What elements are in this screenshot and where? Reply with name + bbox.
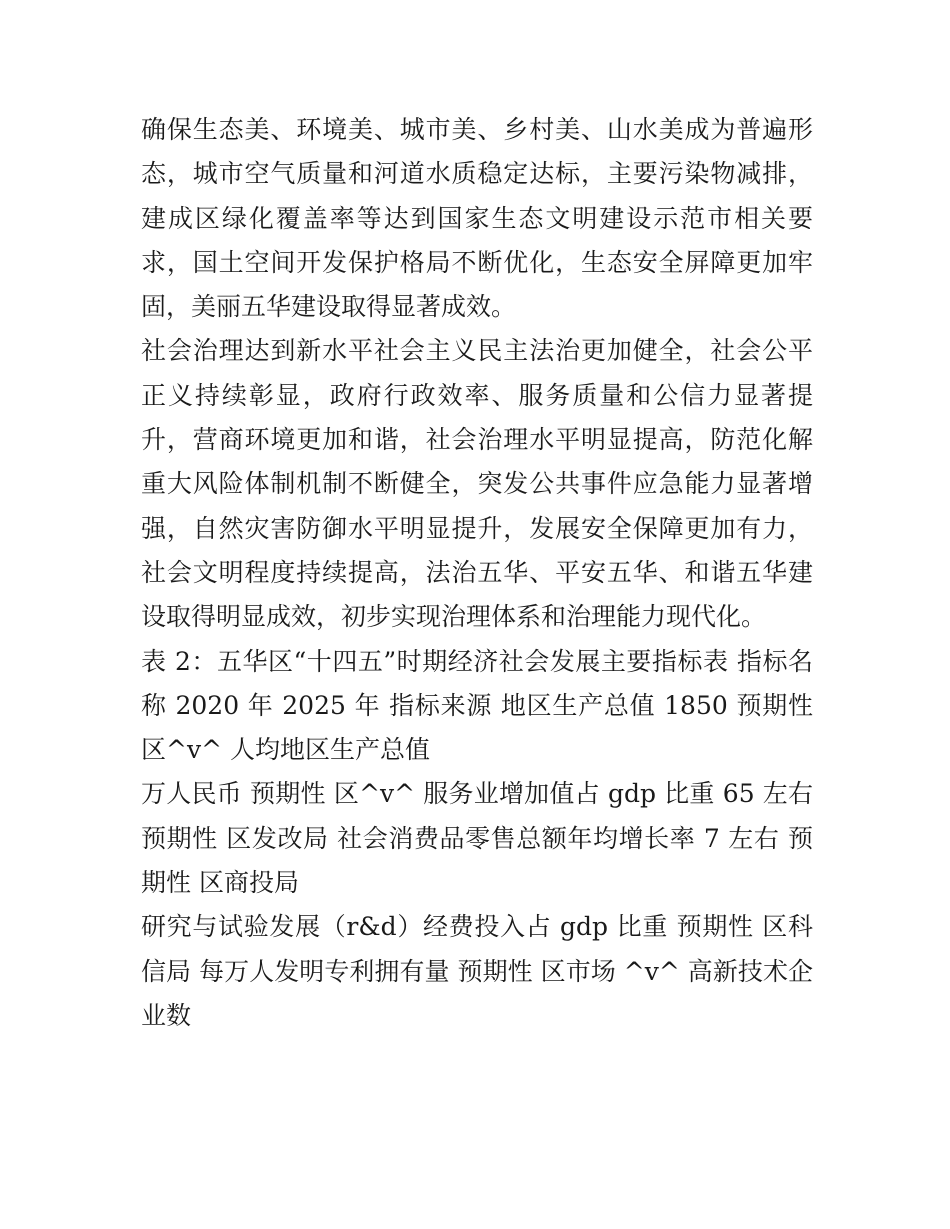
paragraph-table-2-rows-b: 研究与试验发展（r&d）经费投入占 gdp 比重 预期性 区科信局 每万人发明专利拥有量 预期性 区市场 ^v^ 高新技术企业数 — [141, 912, 813, 1030]
paragraph-social-governance: 社会治理达到新水平社会主义民主法治更加健全，社会公平正义持续彰显，政府行政效率、服务质量和公信力显著提升，营商环境更加和谐，社会治理水平明显提高，防范化解重大风险体制机制不断健全，突发公共事件应急能力显著增强，自然灾害防御水平明显提升，发展安全保障更加有力，社会文明程度持续提高，法治五华、平安五华、和谐五华建设取得明显成效，初步实现治理体系和治理能力现代化。 — [141, 336, 813, 632]
paragraph-ecology: 确保生态美、环境美、城市美、乡村美、山水美成为普遍形态，城市空气质量和河道水质稳定达标，主要污染物减排，建成区绿化覆盖率等达到国家生态文明建设示范市相关要求，国土空间开发保护格局不断优化，生态安全屏障更加牢固，美丽五华建设取得显著成效。 — [141, 115, 813, 322]
document-body — [141, 108, 813, 1038]
paragraph-table-2-heading: 表 2：五华区“十四五”时期经济社会发展主要指标表 指标名称 2020 年 2025 年 指标来源 地区生产总值 1850 预期性 区^v^ 人均地区生产总值 — [141, 646, 813, 765]
paragraph-table-2-rows-a: 万人民币 预期性 区^v^ 服务业增加值占 gdp 比重 65 左右 预期性 区发改局 社会消费品零售总额年均增长率 7 左右 预期性 区商投局 — [141, 779, 813, 898]
